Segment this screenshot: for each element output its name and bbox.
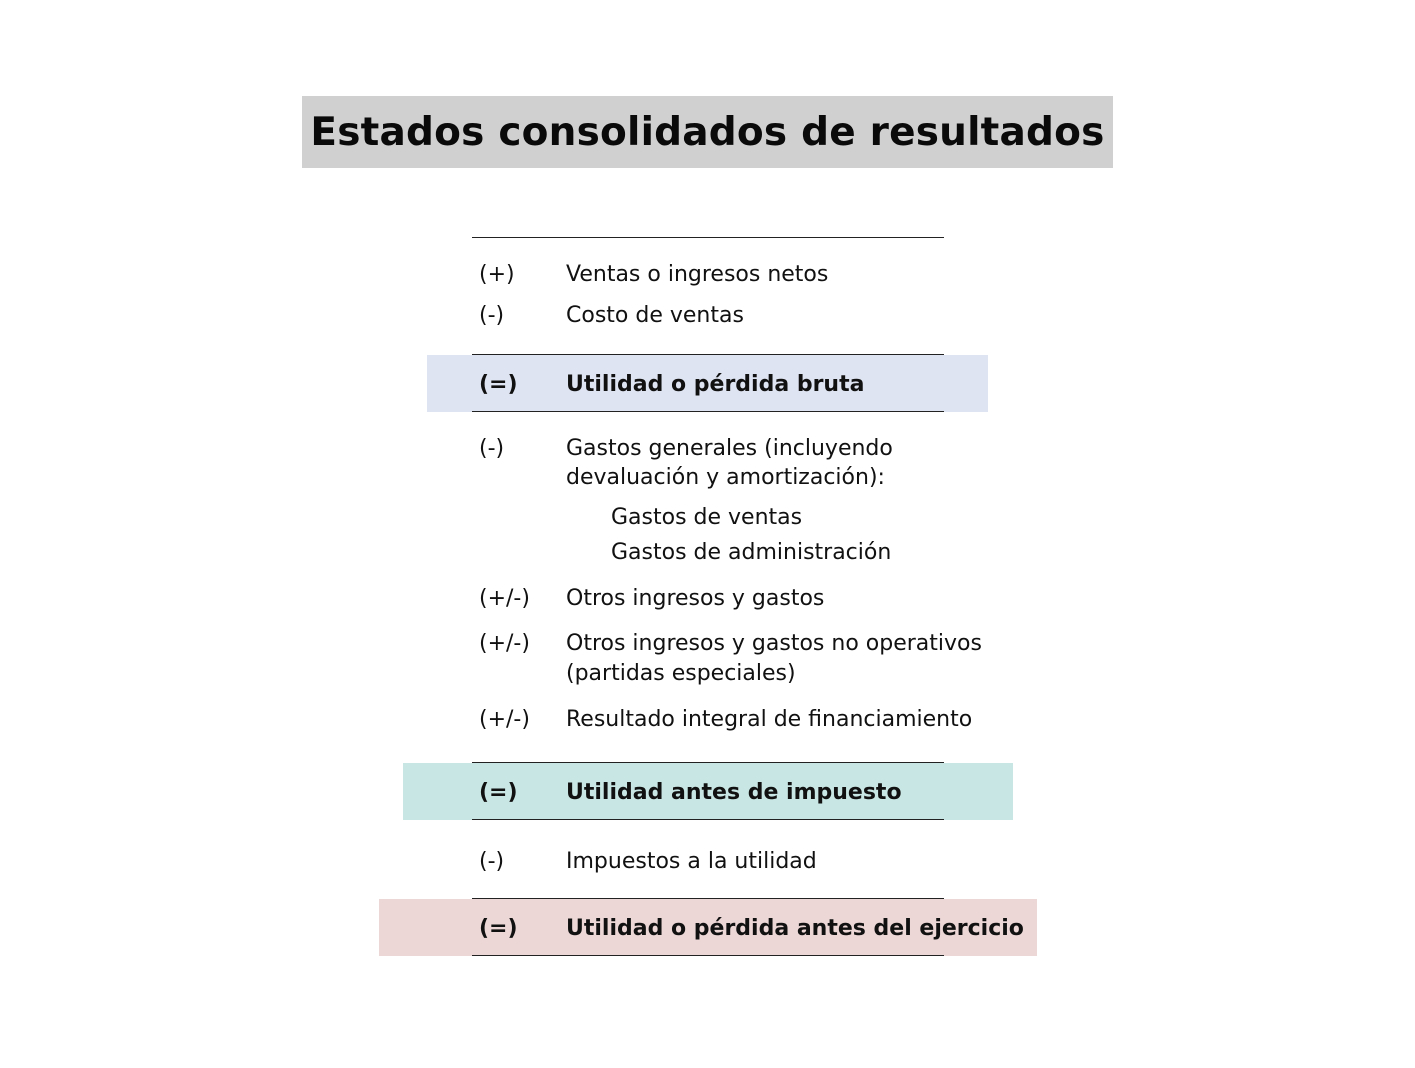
pretax-bottom-rule [472,819,944,820]
row-label-net-profit: Utilidad o pérdida antes del ejercicio [566,916,1024,941]
row-sign-financing: (+/-) [479,707,530,732]
row-label-financing: Resultado integral de financiamiento [566,707,973,732]
gross-profit-top-rule [472,354,944,355]
row-label-cost-of-sales: Costo de ventas [566,303,744,328]
gross-profit-bottom-rule [472,411,944,412]
row-label-selling-expenses: Gastos de ventas [611,505,803,530]
net-bottom-rule [472,955,944,956]
row-label-gross-profit: Utilidad o pérdida bruta [566,372,865,397]
row-sign-other-income: (+/-) [479,586,530,611]
row-sign-pretax-profit: (=) [479,780,518,805]
row-label-non-operating-line1: Otros ingresos y gastos no operativos [566,631,982,656]
row-label-pretax-profit: Utilidad antes de impuesto [566,780,902,805]
net-top-rule [472,898,944,899]
row-sign-general-expenses: (-) [479,436,505,461]
row-label-non-operating-line2: (partidas especiales) [566,661,796,686]
row-sign-income-tax: (-) [479,849,505,874]
row-sign-net-profit: (=) [479,916,518,941]
row-sign-net-sales: (+) [479,262,515,287]
table-top-rule [472,237,944,238]
row-label-net-sales: Ventas o ingresos netos [566,262,829,287]
title-banner [302,96,1113,168]
page-title: Estados consolidados de resultados [310,109,1105,155]
row-label-general-expenses-line2: devaluación y amortización): [566,465,885,490]
row-label-income-tax: Impuestos a la utilidad [566,849,817,874]
row-label-general-expenses-line1: Gastos generales (incluyendo [566,436,893,461]
row-label-admin-expenses: Gastos de administración [611,540,892,565]
row-sign-gross-profit: (=) [479,372,518,397]
row-sign-cost-of-sales: (-) [479,303,505,328]
pretax-top-rule [472,762,944,763]
row-sign-non-operating: (+/-) [479,631,530,656]
row-label-other-income: Otros ingresos y gastos [566,586,825,611]
